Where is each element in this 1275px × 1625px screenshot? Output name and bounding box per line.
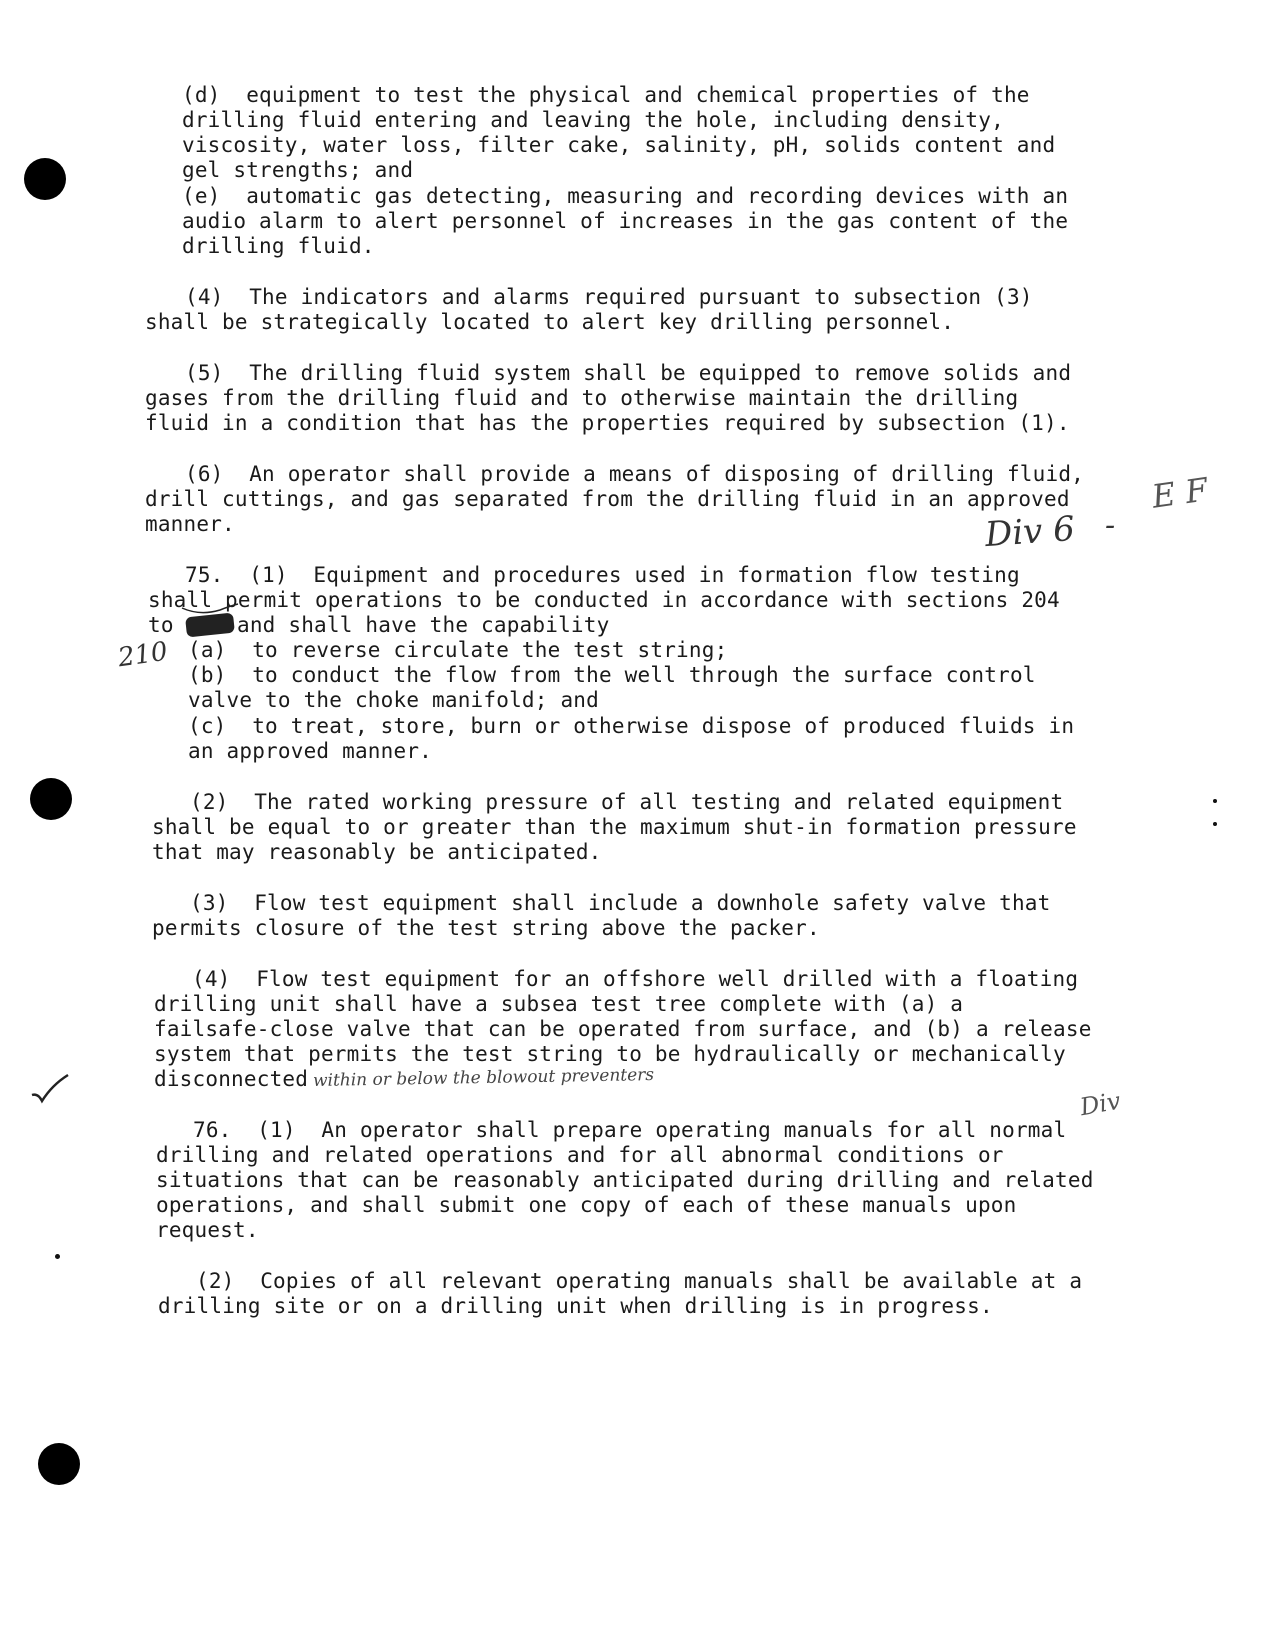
handwritten-check-mark — [30, 1073, 70, 1103]
text-line: valve to the choke manifold; and — [188, 688, 599, 712]
text-line: drilling and related operations and for all abnormal conditions or — [156, 1143, 1004, 1167]
text-line: (4) Flow test equipment for an offshore well drilled with a floating — [192, 967, 1079, 991]
text-line: viscosity, water loss, filter cake, salinity, pH, solids content and — [182, 133, 1056, 157]
handwritten-insertion: within or below the blowout preventers — [312, 1065, 655, 1091]
handwritten-div6-note: Div 6 — [983, 508, 1077, 556]
text-line: drilling site or on a drilling unit when drilling is in progress. — [158, 1294, 993, 1318]
punch-hole-middle — [30, 778, 72, 820]
speck — [1213, 822, 1217, 826]
text-line: permits closure of the test string above the packer. — [152, 916, 820, 940]
text-line: gases from the drilling fluid and to otherwise maintain the drilling — [145, 386, 1019, 410]
text-line: (d) equipment to test the physical and chemical properties of the — [182, 83, 1030, 107]
speck — [1213, 799, 1217, 803]
text-line: fluid in a condition that has the properties required by subsection (1). — [145, 411, 1070, 435]
handwritten-section-ref: 210 — [116, 636, 170, 674]
text-line: an approved manner. — [188, 739, 433, 763]
text-line: gel strengths; and — [182, 158, 414, 182]
text-line: drill cuttings, and gas separated from the drilling fluid in an approved — [145, 487, 1070, 511]
text-line: (6) An operator shall provide a means of disposing of drilling fluid, — [185, 462, 1085, 486]
text-line: (c) to treat, store, burn or otherwise dispose of produced fluids in — [188, 714, 1075, 738]
handwritten-ef-note: E F — [1149, 470, 1211, 516]
text-line: (3) Flow test equipment shall include a downhole safety valve that — [190, 891, 1051, 915]
text-line: shall be strategically located to alert key drilling personnel. — [145, 310, 955, 334]
text-line: (2) Copies of all relevant operating manuals shall be available at a — [196, 1269, 1083, 1293]
text-line: drilling fluid entering and leaving the hole, including density, — [182, 108, 1004, 132]
punch-hole-top — [24, 158, 66, 200]
text-line: audio alarm to alert personnel of increases in the gas content of the — [182, 209, 1069, 233]
text-line: failsafe-close valve that can be operated from surface, and (b) a release — [154, 1017, 1092, 1041]
speck — [55, 1254, 60, 1259]
text-line: (e) automatic gas detecting, measuring and recording devices with an — [182, 184, 1069, 208]
text-line: drilling unit shall have a subsea test tree complete with (a) a — [154, 992, 964, 1016]
text-line: (b) to conduct the flow from the well through the surface control — [188, 663, 1036, 687]
text-line: shall permit operations to be conducted in accordance with sections 204 — [148, 588, 1060, 612]
text-line: to — [148, 613, 174, 637]
text-line: drilling fluid. — [182, 234, 375, 258]
text-line: manner. — [145, 512, 235, 536]
text-line: situations that can be reasonably anticipated during drilling and related — [156, 1168, 1094, 1192]
punch-hole-bottom — [38, 1443, 80, 1485]
text-line: (2) The rated working pressure of all testing and related equipment — [190, 790, 1064, 814]
text-line: (a) to reverse circulate the test string; — [188, 638, 728, 662]
handwritten-div-note-right: Div — [1077, 1086, 1123, 1122]
text-line: (4) The indicators and alarms required pursuant to subsection (3) — [185, 285, 1033, 309]
text-line: shall be equal to or greater than the maximum shut-in formation pressure — [152, 815, 1077, 839]
text-line: and shall have the capability — [237, 613, 610, 637]
text-line: system that permits the test string to be hydraulically or mechanically — [154, 1042, 1066, 1066]
handwritten-dash: - — [1105, 508, 1116, 543]
text-line: that may reasonably be anticipated. — [152, 840, 602, 864]
handwritten-underline — [180, 604, 240, 618]
text-line: (5) The drilling fluid system shall be equipped to remove solids and — [185, 361, 1072, 385]
text-line: 75. (1) Equipment and procedures used in formation flow testing — [185, 563, 1020, 587]
text-line: operations, and shall submit one copy of each of these manuals upon — [156, 1193, 1017, 1217]
text-line: disconnected — [154, 1067, 309, 1091]
text-line: request. — [156, 1218, 259, 1242]
text-line: 76. (1) An operator shall prepare operating manuals for all normal — [193, 1118, 1067, 1142]
